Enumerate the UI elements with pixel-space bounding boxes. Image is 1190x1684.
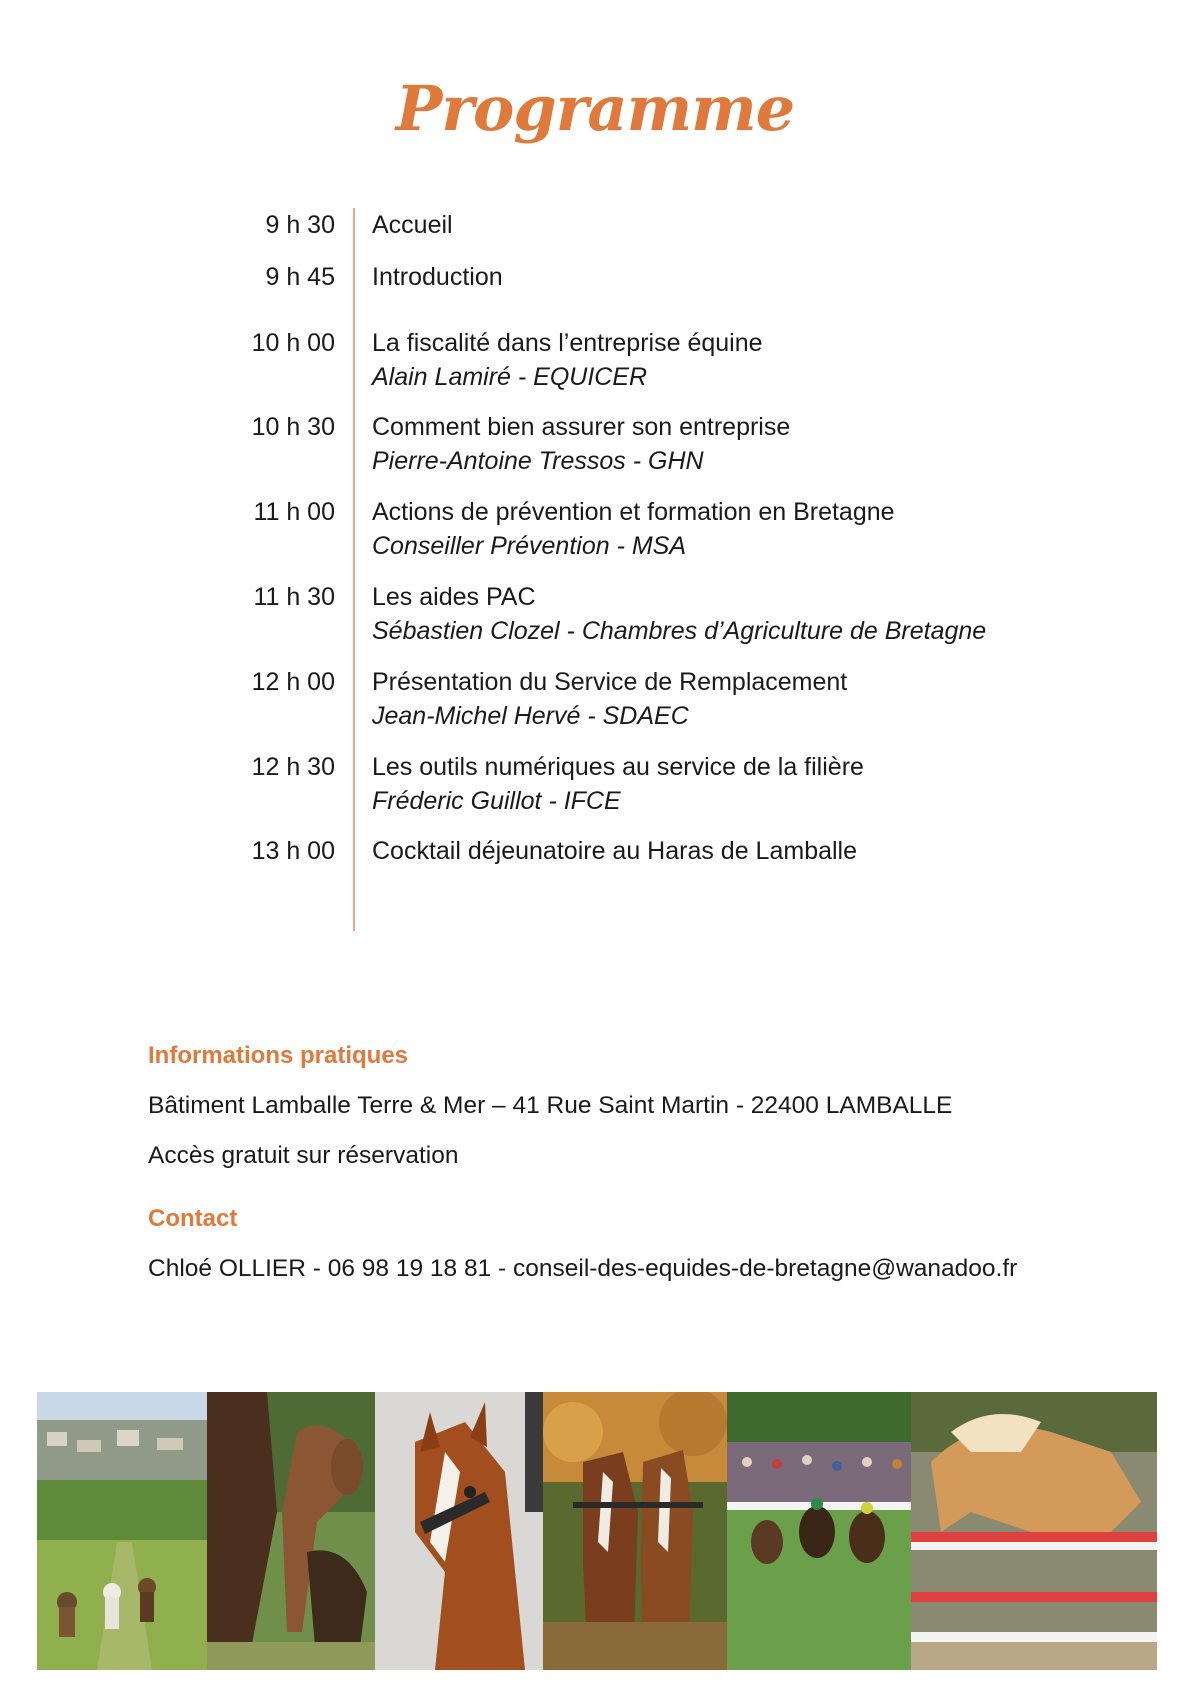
info-heading: Informations pratiques bbox=[148, 1042, 409, 1069]
schedule-talk: Comment bien assurer son entreprise bbox=[372, 413, 791, 441]
schedule-time: 11 h 00 bbox=[253, 498, 335, 526]
schedule-talk: Introduction bbox=[372, 263, 503, 291]
mare-and-foal-photo bbox=[207, 1392, 375, 1670]
landscape-riders-photo bbox=[37, 1392, 207, 1670]
draft-horses-team-photo bbox=[543, 1392, 727, 1670]
schedule-talk: La fiscalité dans l’entreprise équine bbox=[372, 329, 763, 357]
schedule-time: 10 h 00 bbox=[251, 329, 335, 357]
schedule-talk: Présentation du Service de Remplacement bbox=[372, 668, 848, 696]
schedule-time: 11 h 30 bbox=[253, 583, 335, 611]
show-jumping-pony-photo bbox=[911, 1392, 1157, 1670]
timeline-divider bbox=[353, 208, 355, 931]
schedule-talk: Les outils numériques au service de la filière bbox=[372, 753, 864, 781]
schedule-time: 10 h 30 bbox=[251, 413, 335, 441]
horse-race-photo bbox=[727, 1392, 911, 1670]
contact-heading: Contact bbox=[148, 1205, 238, 1232]
info-access: Accès gratuit sur réservation bbox=[148, 1142, 459, 1169]
schedule-speaker: Pierre-Antoine Tressos - GHN bbox=[372, 447, 704, 475]
schedule-speaker: Sébastien Clozel - Chambres d’Agriculture de Bretagne bbox=[372, 617, 987, 645]
schedule-talk: Les aides PAC bbox=[372, 583, 536, 611]
schedule-time: 13 h 00 bbox=[251, 837, 335, 865]
info-address: Bâtiment Lamballe Terre & Mer – 41 Rue Saint Martin - 22400 LAMBALLE bbox=[148, 1092, 953, 1119]
schedule-time: 9 h 30 bbox=[265, 211, 335, 239]
schedule-time: 9 h 45 bbox=[265, 263, 335, 291]
schedule-time: 12 h 00 bbox=[251, 668, 335, 696]
page-title: Programme bbox=[395, 72, 795, 145]
schedule-speaker: Jean-Michel Hervé - SDAEC bbox=[372, 702, 689, 730]
schedule-talk: Cocktail déjeunatoire au Haras de Lamballe bbox=[372, 837, 858, 865]
schedule-speaker: Fréderic Guillot - IFCE bbox=[372, 787, 621, 815]
photo-strip bbox=[37, 1392, 1157, 1670]
schedule-time: 12 h 30 bbox=[251, 753, 335, 781]
schedule-talk: Accueil bbox=[372, 211, 453, 239]
bay-horse-portrait-photo bbox=[375, 1392, 543, 1670]
schedule-speaker: Alain Lamiré - EQUICER bbox=[372, 363, 648, 391]
schedule-talk: Actions de prévention et formation en Bretagne bbox=[372, 498, 895, 526]
schedule-speaker: Conseiller Prévention - MSA bbox=[372, 532, 687, 560]
contact-line: Chloé OLLIER - 06 98 19 18 81 - conseil-des-equides-de-bretagne@wanadoo.fr bbox=[148, 1255, 1018, 1282]
